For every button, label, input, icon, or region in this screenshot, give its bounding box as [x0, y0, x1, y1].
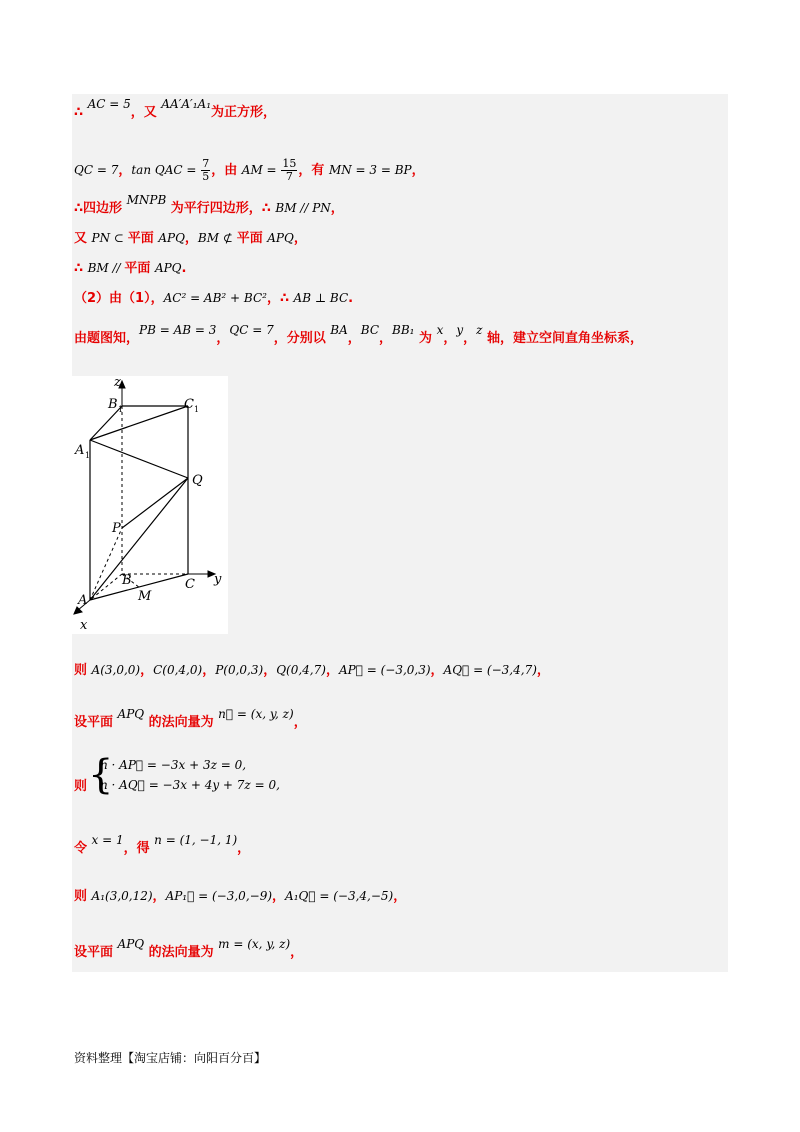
label-p: P: [112, 521, 121, 536]
math-bm-parallel: BM //: [87, 261, 125, 275]
label-a: A: [78, 593, 88, 608]
text-let-plane: 设平面: [74, 715, 118, 730]
comma: ，: [379, 331, 393, 346]
comma: ，: [443, 331, 457, 346]
text-then: 则: [74, 663, 92, 678]
solution-line-3: [74, 193, 344, 219]
solution-line-4: [74, 228, 307, 249]
solution-line-12: [74, 886, 406, 907]
comma: ，: [347, 331, 361, 346]
comma: ，: [290, 945, 304, 960]
therefore-symbol: ∴: [74, 261, 88, 276]
solution-line-9: [74, 707, 307, 733]
comma: ，: [184, 231, 198, 246]
numerator: 7: [202, 157, 210, 170]
text-from-figure: 由题图知，: [74, 331, 140, 346]
vector-n-value: n = (1, −1, 1): [154, 833, 238, 847]
math-pn-subset: PN ⊂: [91, 231, 128, 245]
system-brace: {: [88, 752, 114, 798]
math-bb1: BB₁: [392, 323, 415, 337]
label-a1-sub: 1: [85, 451, 91, 460]
label-b: B: [122, 573, 132, 588]
comma: ，: [325, 663, 339, 678]
math-ac-eq-5: AC = 5: [87, 97, 131, 111]
text-normal-vector: 的法向量为: [144, 715, 219, 730]
comma: ，: [140, 663, 154, 678]
label-x: x: [80, 618, 88, 633]
comma: ，: [330, 201, 344, 216]
point-p: P(0,0,3): [215, 663, 264, 677]
text-you: ，又: [130, 105, 162, 120]
math-mnpb: MNPB: [126, 193, 167, 207]
solution-line-8: [74, 660, 550, 681]
solution-line-6: [74, 288, 353, 309]
prism-figure: [72, 376, 228, 634]
vector-ap: AP⃗ = (−3,0,3): [338, 663, 431, 677]
comma: ，: [463, 331, 477, 346]
math-x-eq-1: x = 1: [91, 833, 124, 847]
text-and: 又: [74, 231, 92, 246]
footer-source: 资料整理【淘宝店铺：向阳百分百】: [74, 1051, 267, 1065]
math-apq: APQ: [158, 231, 185, 245]
math-bm-parallel-pn: BM // PN: [275, 201, 331, 215]
solution-line-7: [74, 323, 644, 349]
text-plane: 平面: [127, 231, 159, 246]
math-apq: APQ: [154, 261, 182, 275]
math-y: y: [456, 323, 464, 337]
math-square-name: AA′A′₁A₁: [161, 97, 212, 111]
text-let-plane: 设平面: [74, 945, 118, 960]
prism-solid-edges: [90, 406, 188, 600]
math-pb-ab: PB = AB = 3: [139, 323, 217, 337]
vector-a1q: A₁Q⃗ = (−3,4,−5): [285, 889, 394, 903]
label-q: Q: [192, 473, 203, 488]
vector-aq: AQ⃗ = (−3,4,7): [443, 663, 537, 677]
text-quadrilateral: ∴四边形: [74, 201, 127, 216]
label-b1: B: [108, 397, 118, 412]
numerator: 15: [282, 157, 297, 170]
label-c1-sub: 1: [194, 405, 200, 414]
fraction-15-7: [281, 158, 297, 183]
solution-line-11: [74, 833, 251, 859]
math-ab-perp-bc: AB ⊥ BC: [293, 291, 349, 305]
point-a: A(3,0,0): [91, 663, 141, 677]
text-have: ，有: [298, 163, 329, 178]
text-as: 为: [414, 331, 437, 346]
edge-a1-q: [90, 440, 188, 478]
text-plane: 平面: [124, 261, 155, 276]
comma: ，: [393, 889, 407, 904]
edge-a-q: [90, 478, 188, 600]
comma: ，: [430, 663, 444, 678]
text-is-square: 为正方形，: [211, 105, 277, 120]
label-m: M: [138, 589, 152, 604]
comma: ，: [216, 331, 230, 346]
denominator: 7: [285, 170, 293, 183]
comma: ，: [536, 663, 550, 678]
text-you2: ，由: [211, 163, 242, 178]
point-q: Q(0,4,7): [276, 663, 326, 677]
text-let: 令: [74, 841, 92, 856]
comma: ，: [272, 889, 286, 904]
text-therefore: ，∴: [266, 291, 294, 306]
label-b1-sub: 1: [118, 405, 124, 414]
edge-a-p: [90, 528, 122, 600]
text-normal-vector: 的法向量为: [144, 945, 219, 960]
equation-2: n · AQ⃗ = −3x + 4y + 7z = 0,: [100, 778, 280, 792]
point-a1: A₁(3,0,12): [91, 889, 153, 903]
label-z: z: [114, 376, 121, 390]
math-qc-eq-7: QC = 7: [74, 163, 119, 177]
point-c: C(0,4,0): [153, 663, 203, 677]
equation-1: n · AP⃗ = −3x + 3z = 0,: [100, 758, 247, 772]
label-c1: C: [184, 397, 194, 412]
edge-a1-c1: [90, 406, 188, 440]
fraction-7-5: [201, 158, 210, 183]
edge-p-q: [122, 478, 188, 528]
period: .: [348, 291, 354, 306]
comma: ，: [411, 163, 425, 178]
text-then: 则: [74, 779, 88, 794]
math-mn-bp: MN = 3 = BP: [328, 163, 412, 177]
math-bc: BC: [360, 323, 380, 337]
math-tan-qac: tan QAC =: [131, 163, 201, 177]
comma: ，: [118, 163, 132, 178]
math-apq: APQ: [117, 707, 145, 721]
period: .: [181, 261, 187, 276]
math-ba: BA: [330, 323, 348, 337]
vector-n-def: n⃗ = (x, y, z): [218, 707, 294, 721]
label-y: y: [214, 572, 222, 587]
denominator: 5: [202, 170, 210, 183]
text-axes-setup: 轴，建立空间直角坐标系，: [482, 331, 644, 346]
comma: ，: [237, 841, 251, 856]
solution-line-5: [74, 258, 186, 279]
text-plane: 平面: [236, 231, 268, 246]
comma: ，: [293, 231, 307, 246]
label-a1: A: [75, 443, 85, 458]
text-get: ，得: [123, 841, 155, 856]
math-qc-eq-7: QC = 7: [229, 323, 274, 337]
math-am: AM =: [241, 163, 281, 177]
prism-diagram: [72, 376, 228, 634]
comma: ，: [293, 715, 307, 730]
text-parallelogram: 为平行四边形，∴: [166, 201, 276, 216]
comma: ，: [263, 663, 277, 678]
vector-m-def: m = (x, y, z): [218, 937, 291, 951]
math-bm-not-subset: BM ⊄: [197, 231, 237, 245]
math-apq: APQ: [117, 937, 145, 951]
text-then: 则: [74, 889, 92, 904]
comma: ，: [152, 889, 166, 904]
text-part-2: （2）由（1），: [74, 291, 164, 306]
label-c: C: [185, 577, 195, 592]
vector-ap1: AP₁⃗ = (−3,0,−9): [165, 889, 273, 903]
solution-line-13: [74, 937, 304, 963]
math-pythagoras: AC² = AB² + BC²: [163, 291, 267, 305]
comma: ，: [202, 663, 216, 678]
solution-line-1: [74, 97, 277, 123]
solution-line-2: [74, 158, 425, 183]
therefore-symbol: ∴: [74, 105, 88, 120]
text-respectively: ，分别以: [273, 331, 331, 346]
math-apq: APQ: [267, 231, 294, 245]
math-z: z: [476, 323, 483, 337]
math-x: x: [436, 323, 444, 337]
solution-line-10: [74, 777, 87, 797]
